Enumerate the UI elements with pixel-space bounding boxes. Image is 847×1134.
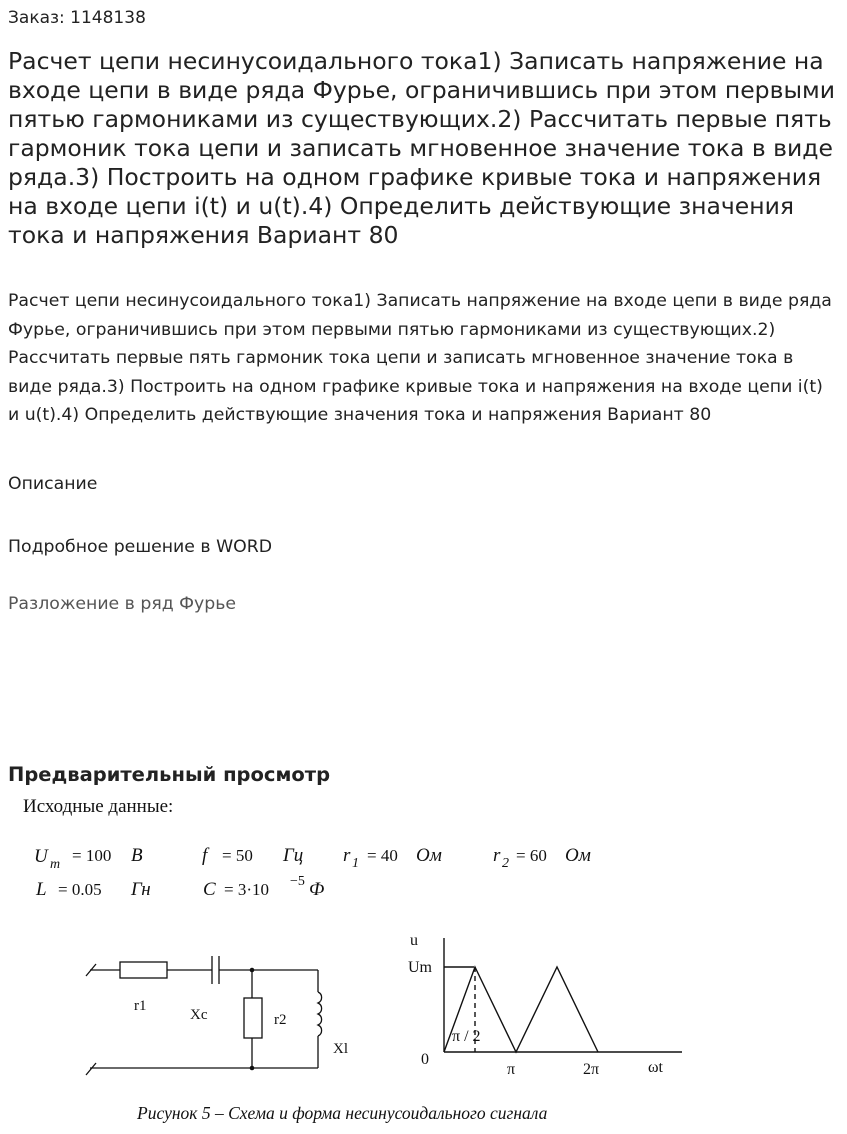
graph-two-pi-label: 2π xyxy=(583,1061,600,1078)
label-xl: Xl xyxy=(333,1041,348,1057)
graph-zero-label: 0 xyxy=(421,1051,429,1068)
param-um-subscript: m xyxy=(50,857,61,872)
terminal-bottom xyxy=(86,1063,96,1075)
fourier-link[interactable]: Разложение в ряд Фурье xyxy=(8,594,237,614)
resistor-r1 xyxy=(120,962,167,978)
label-r1: r1 xyxy=(134,998,147,1014)
resistor-r2 xyxy=(244,998,262,1038)
label-r2: r2 xyxy=(274,1012,287,1028)
order-number: Заказ: 1148138 xyxy=(8,8,146,28)
graph-u-label: u xyxy=(410,932,418,949)
node-top xyxy=(250,968,255,973)
graph-half-pi-label: π / 2 xyxy=(452,1028,481,1045)
preview-heading: Предварительный просмотр xyxy=(8,763,331,786)
param-r2-value: = 60 xyxy=(516,846,547,865)
task-description: Расчет цепи несинусоидального тока1) Записать напряжение на входе цепи в виде ряда Фурье, ограничившись при этом первыми пятью гармониками из существующих.2) Рассчитать первые пять гармоник тока цепи и записать мгновенное значение тока в виде ряда.3) Построить на одном графике кривые тока и напряжения на входе цепи i(t) и u(t).4) Определить действующие значения тока и напряжения Вариант 80 xyxy=(8,291,832,426)
param-r2-symbol: r xyxy=(493,845,501,866)
graph-wt-label: ωt xyxy=(648,1059,663,1076)
param-r2-subscript: 2 xyxy=(502,856,509,871)
param-c-symbol: C xyxy=(203,879,216,900)
param-r1-value: = 40 xyxy=(367,846,398,865)
source-data-label: Исходные данные: xyxy=(23,796,174,817)
param-f-symbol: f xyxy=(202,845,208,866)
param-r1-unit: Ом xyxy=(416,845,442,866)
description-heading: Описание xyxy=(8,474,98,494)
param-r1-subscript: 1 xyxy=(352,856,359,871)
page-title: Расчет цепи несинусоидального тока1) Записать напряжение на входе цепи в виде ряда Фурье, ограничившись при этом первыми пятью гармониками из существующих.2) Рассчитать первые пять гармоник тока цепи и записать мгновенное значение тока в виде ряда.3) Построить на одном графике кривые тока и напряжения на входе цепи i(t) и u(t).4) Определить действующие значения тока и напряжения Вариант 80 xyxy=(8,47,835,249)
param-um-value: = 100 xyxy=(72,846,112,865)
solution-note: Подробное решение в WORD xyxy=(8,537,273,557)
param-f-unit: Гц xyxy=(283,845,304,866)
param-l-value: = 0.05 xyxy=(58,880,102,899)
preview-image xyxy=(0,792,847,1134)
node-bottom xyxy=(250,1066,255,1071)
label-xc: Xc xyxy=(190,1007,208,1023)
inductor-xl xyxy=(318,992,322,1036)
param-um-symbol: U xyxy=(34,846,48,867)
param-c-exponent: −5 xyxy=(290,874,305,889)
param-f-value: = 50 xyxy=(222,846,253,865)
param-r1-symbol: r xyxy=(343,845,351,866)
graph-pi-label: π xyxy=(507,1061,516,1078)
figure-caption: Рисунок 5 – Схема и форма несинусоидального сигнала xyxy=(137,1103,548,1123)
param-um-unit: В xyxy=(131,845,143,866)
param-r2-unit: Ом xyxy=(565,845,591,866)
graph-um-label: Um xyxy=(408,959,432,976)
param-c-value: = 3·10 xyxy=(224,880,269,899)
param-c-unit: Ф xyxy=(309,879,325,900)
param-l-symbol: L xyxy=(36,879,47,900)
param-l-unit: Гн xyxy=(131,879,151,900)
